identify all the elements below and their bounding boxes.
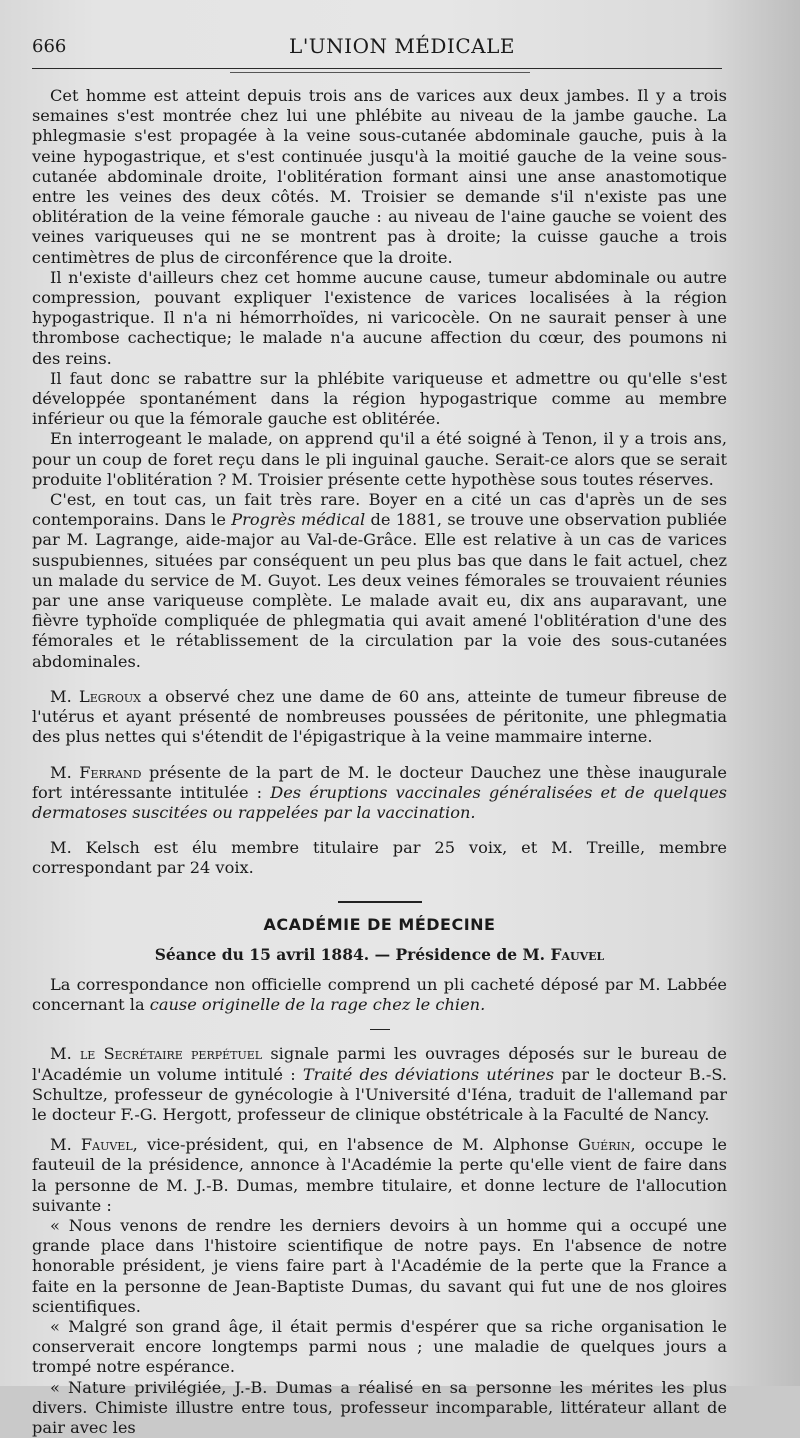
page-number: 666	[32, 36, 67, 57]
person-name: Guérin	[577, 1135, 631, 1155]
header-rule	[32, 68, 722, 69]
text-run: C'est, en tout cas, un fait très rare. Boyer en a cité un cas d'après un de ses contemporains. Dans le	[32, 490, 727, 530]
text-run: signale parmi les ouvrages déposés sur le bureau de l'Académie un volume intitulé :	[32, 1044, 727, 1084]
seance-line	[32, 945, 727, 965]
running-title: L'UNION MÉDICALE	[289, 34, 515, 58]
text-run: M.	[50, 1135, 81, 1155]
paragraph-secretaire	[32, 1044, 727, 1125]
paragraph-fauvel	[32, 1135, 727, 1216]
author-name: Legroux	[78, 686, 141, 706]
thesis-title: Des éruptions vaccinales généralisées et de quelques dermatoses suscitées ou rappelées par la vaccination.	[32, 782, 727, 822]
small-separator	[370, 1029, 390, 1030]
paragraph: Il n'existe d'ailleurs chez cet homme aucune cause, tumeur abdominale ou autre compression, pouvant expliquer l'existence de varices localisées à la région hypogastrique. Il n'a ni hémorrhoïdes, ni varicocèle. On ne saurait penser à une thrombose cachectique; le malade n'a aucune affection du cœur, des poumons ni des reins.	[32, 267, 727, 368]
paragraph: En interrogeant le malade, on apprend qu'il a été soigné à Tenon, il y a trois ans, pour un coup de foret reçu dans le pli inguinal gauche. Serait-ce alors que se serait produite l'oblitération ? M. Troisier présente cette hypothèse sous toutes réserves.	[32, 429, 727, 489]
section-title: ACADÉMIE DE MÉDECINE	[263, 914, 496, 934]
book-title: Traité des déviations utérines	[302, 1064, 555, 1084]
text-run: Séance du 15 avril 1884. — Présidence de M.	[154, 944, 551, 964]
paragraph-ferrand	[32, 763, 727, 824]
paragraph-kelsch: M. Kelsch est élu membre titulaire par 25 voix, et M. Treille, membre correspondant par 24 voix.	[32, 838, 727, 878]
text-run: par le docteur B.-S. Schultze, professeur de gynécologie à l'Université d'Iéna, traduit de l'allemand par le docteur F.-G. Hergott, professeur de clinique obstétricale à la Faculté de Nancy.	[32, 1064, 728, 1124]
italic-topic: cause originelle de la rage chez le chien.	[149, 995, 486, 1015]
author-name: Ferrand	[79, 762, 142, 782]
paragraph-correspondance	[32, 975, 727, 1015]
author-name: Fauvel	[80, 1135, 133, 1155]
paragraph: Cet homme est atteint depuis trois ans de varices aux deux jambes. Il y a trois semaines s'est montrée chez lui une phlébite au niveau de la jambe gauche. La phlegmasie s'est propagée à la veine sous-cutanée abdominale gauche, puis à la veine hypogastrique, et s'est continuée jusqu'à la moitié gauche de la veine sous-cutanée abdominale droite, l'oblitération formant ainsi une anse anastomotique entre les veines des deux côtés. M. Troisier se demande s'il n'existe pas une oblitération de la veine fémorale gauche : au niveau de l'aine gauche se voient des veines variqueuses qui ne se montrent pas à droite; la cuisse gauche a trois centimètres de plus de circonférence que la droite.	[32, 86, 727, 267]
text-run: La correspondance non officielle comprend un pli cacheté déposé par M. Labbée concernant la	[32, 974, 727, 1015]
president-name: Fauvel	[550, 944, 605, 964]
text-run: présente de la part de M. le docteur Dauchez une thèse inaugurale fort intéressante intitulée :	[32, 762, 727, 802]
text-run: M.	[50, 762, 80, 782]
journal-title: Progrès médical	[231, 510, 366, 530]
text-run: , vice-président, qui, en l'absence de M. Alphonse	[132, 1135, 578, 1155]
header-rule-secondary	[230, 72, 530, 73]
section-separator	[338, 901, 422, 903]
text-run: , occupe le fauteuil de la présidence, annonce à l'Académie la perte qu'elle vient de faire dans la personne de M. J.-B. Dumas, membre titulaire, et donne lecture de l'allocution suivante :	[32, 1135, 727, 1215]
official-title: le Secrétaire perpétuel	[79, 1044, 263, 1064]
quote-paragraph: « Malgré son grand âge, il était permis d'espérer que sa riche organisation le conserverait encore longtemps parmi nous ; une maladie de quelques jours a trompé notre espérance.	[32, 1316, 727, 1377]
quote-paragraph: « Nous venons de rendre les derniers devoirs à un homme qui a occupé une grande place dans l'histoire scientifique de notre pays. En l'absence de notre honorable président, je viens faire part à l'Académie de la perte que la France a faite en la personne de Jean-Baptiste Dumas, du savant qui fut une de nos gloires scientifiques.	[32, 1215, 727, 1316]
paragraph-legroux	[32, 687, 727, 748]
paragraph: Il faut donc se rabattre sur la phlébite variqueuse et admettre ou qu'elle s'est développée spontanément dans la région hypogastrique comme au membre inférieur ou que la fémorale gauche est oblitérée.	[32, 368, 727, 429]
text-run: a observé chez une dame de 60 ans, atteinte de tumeur fibreuse de l'utérus et ayant présenté de nombreuses poussées de péritonite, une phlegmatia des plus nettes qui s'étendit de l'épigastrique à la veine mammaire interne.	[32, 686, 727, 747]
text-run: de 1881, se trouve une observation publiée par M. Lagrange, aide-major au Val-de-Grâce. Elle est relative à un cas de varices suspubiennes, situées par conséquent un peu plus bas que dans le fait actuel, chez un malade du service de M. Guyot. Les deux veines fémorales se trouvaient réunies par une anse variqueuse complète. Le malade avait eu, dix ans auparavant, une fièvre typhoïde compliquée de phlegmatia qui avait amené l'oblitération d'une des fémorales et le rétablissement de la circulation par la voie des sous-cutanées abdominales.	[32, 510, 727, 671]
paragraph	[32, 490, 727, 672]
text-run: M.	[50, 1044, 80, 1064]
quote-paragraph: « Nature privilégiée, J.-B. Dumas a réalisé en sa personne les mérites les plus divers. Chimiste illustre entre tous, professeur incomparable, littérateur allant de pair avec les	[32, 1377, 727, 1437]
article-body	[32, 86, 727, 1438]
text-run: M.	[50, 686, 79, 706]
page-header	[32, 34, 772, 64]
